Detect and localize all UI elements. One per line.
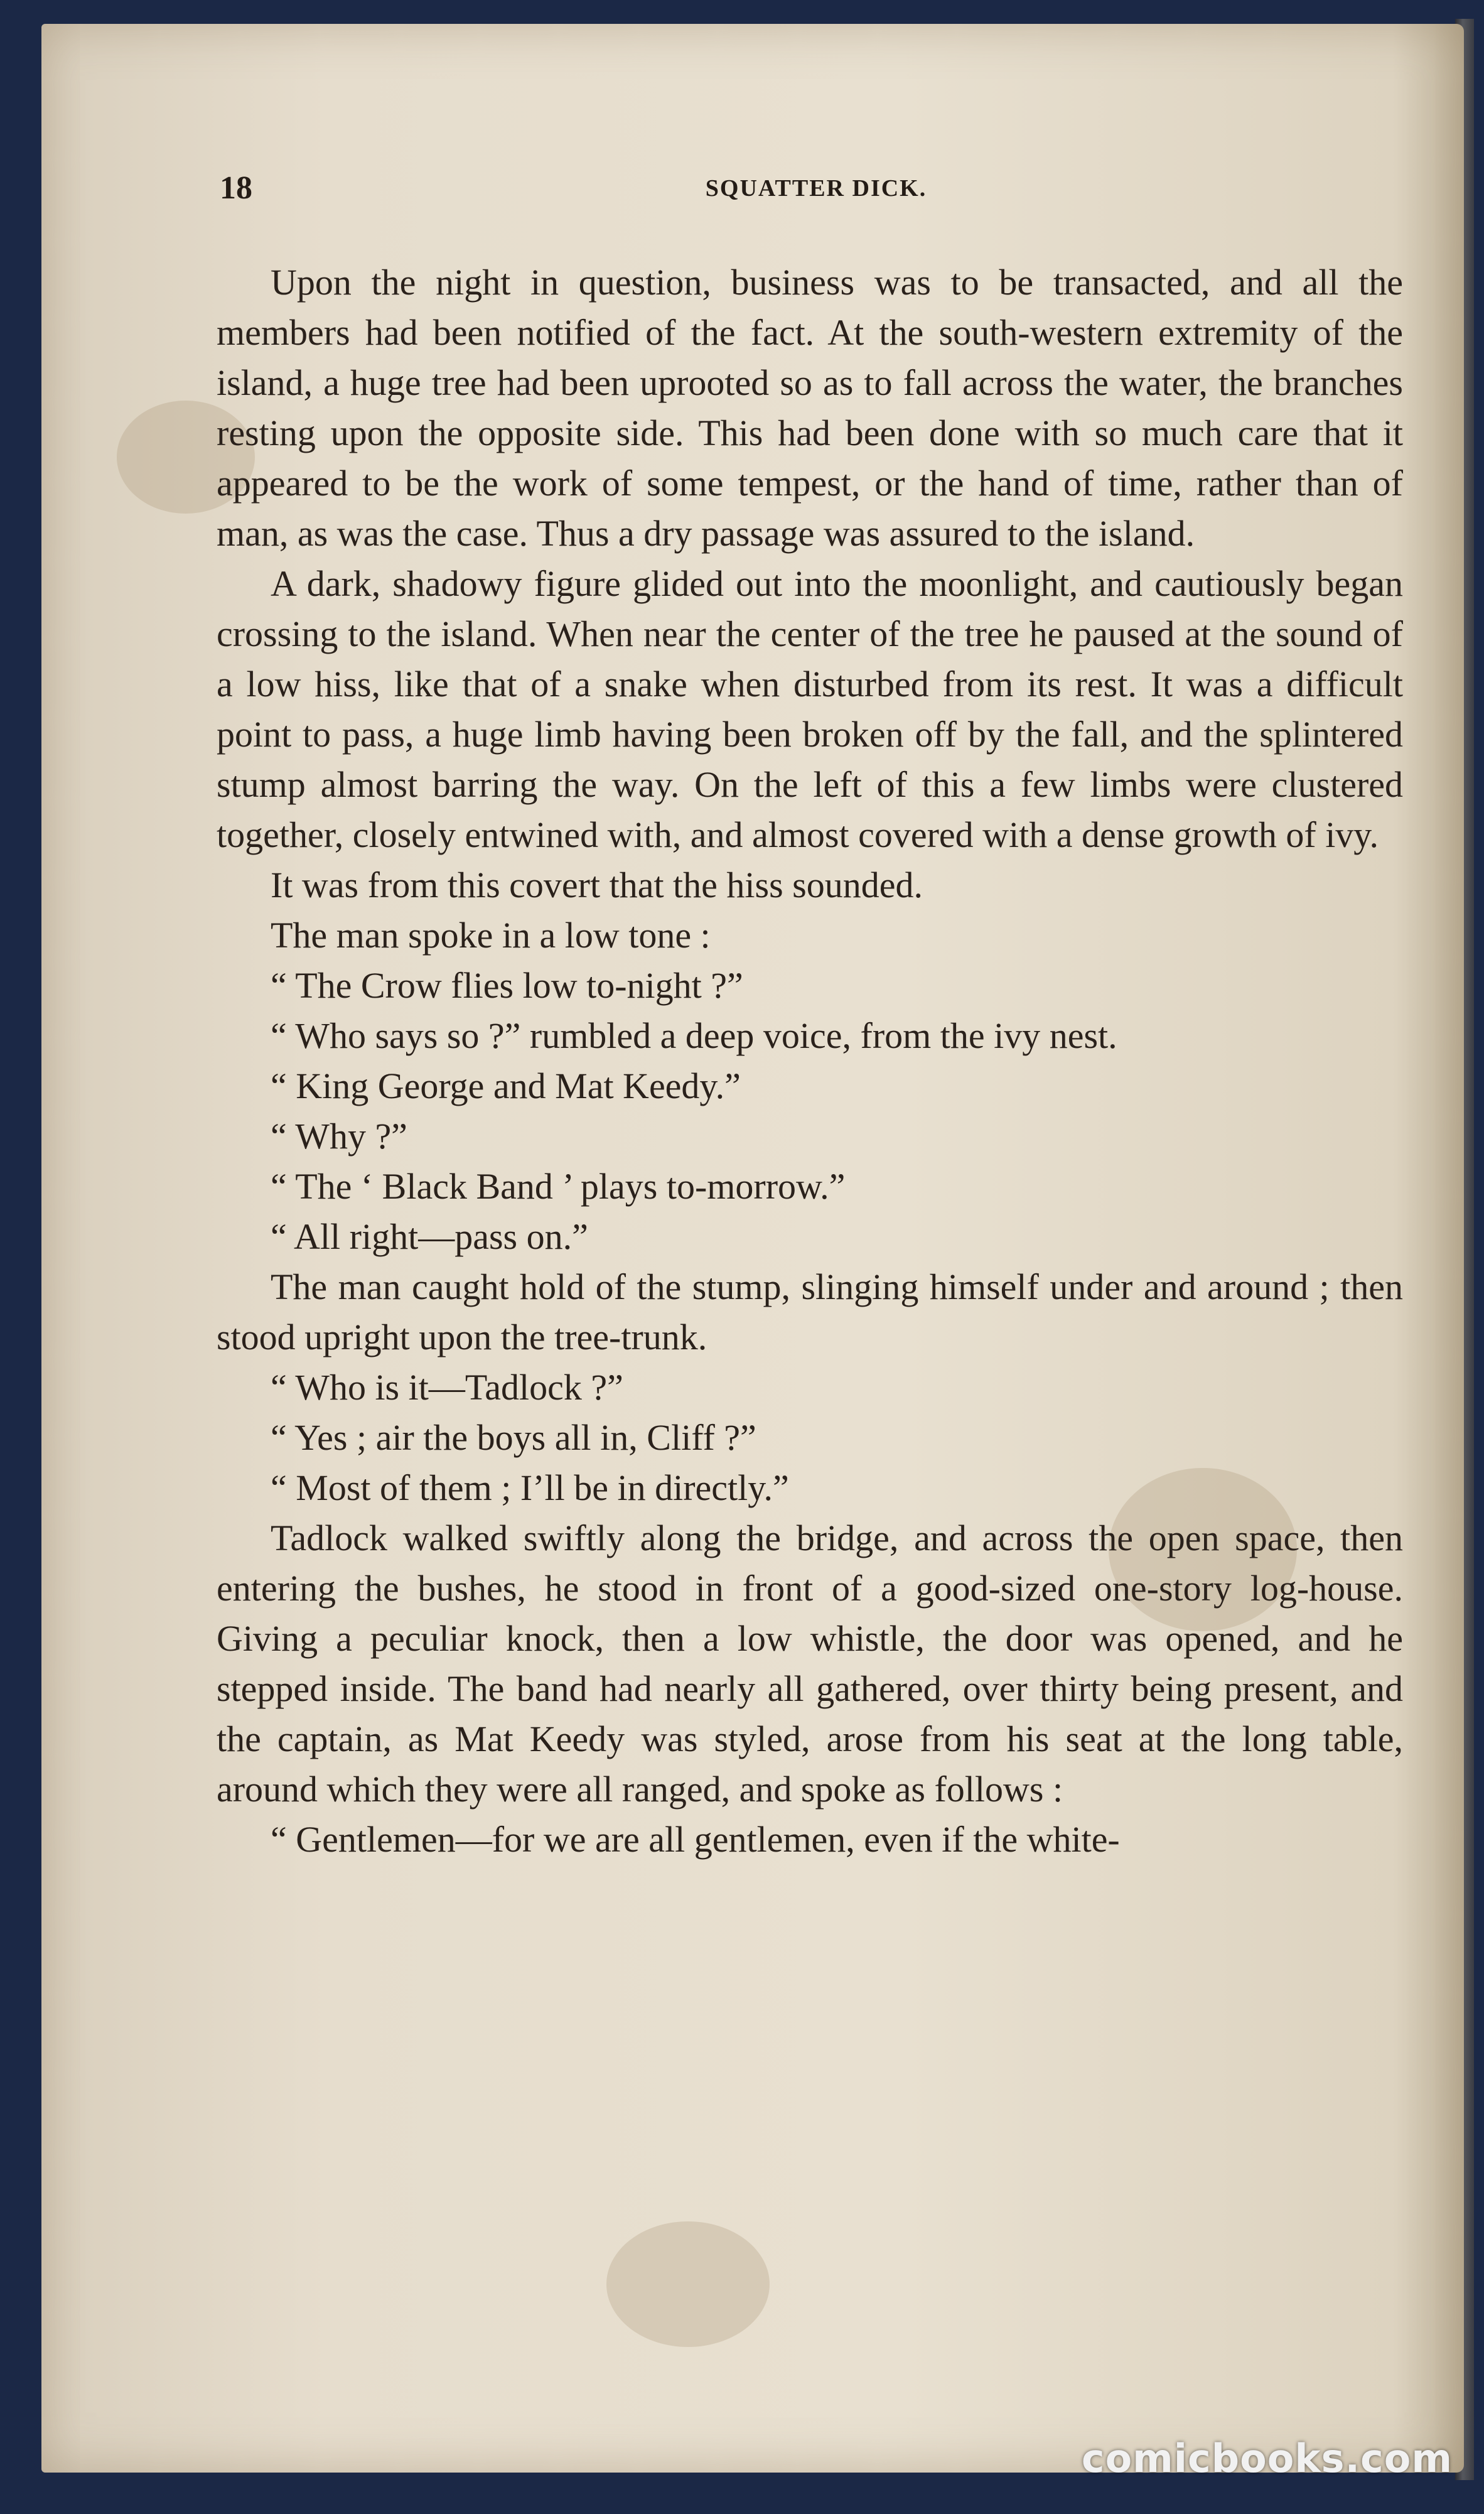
paragraph: A dark, shadowy figure glided out into the moonlight, and cautiously began crossing to the island. When near the center of the tree he paused at the sound of a low hiss, like that of a snake when disturbed from its rest. It was a difficult point to pass, a huge limb having been broken off by the fall, and the splintered stump almost barring the way. On the left of this a few limbs were clustered together, closely entwined with, and almost covered with a dense growth of ivy. [217,563,1403,855]
running-head [220,170,1412,213]
paragraph: “ All right—pass on.” [271,1216,588,1257]
paragraph: “ Gentlemen—for we are all gentlemen, even if the white- [271,1819,1120,1860]
paragraph: “ Most of them ; I’ll be in directly.” [271,1467,789,1508]
paragraph: “ The ‘ Black Band ’ plays to-morrow.” [271,1166,846,1207]
watermark: comicbooks.com [1081,2436,1453,2481]
paper-stain [606,2221,770,2347]
body-text [217,257,1403,1865]
paragraph: “ Who says so ?” rumbled a deep voice, from the ivy nest. [271,1015,1117,1056]
paragraph: The man spoke in a low tone : [271,915,711,956]
paragraph: It was from this covert that the hiss sounded. [271,865,923,905]
paragraph: Upon the night in question, business was to be transacted, and all the members had been notified of the fact. At the south-western extremity of the island, a huge tree had been uprooted so as to fall across the water, the branches resting upon the opposite side. This had been done with so much care that it appeared to be the work of some tempest, or the hand of time, rather than of man, as was the case. Thus a dry passage was assured to the island. [217,262,1403,554]
paragraph: Tadlock walked swiftly along the bridge, and across the open space, then entering the bushes, he stood in front of a good-sized one-story log-house. Giving a peculiar knock, then a low whistle, the door was opened, and he stepped inside. The band had nearly all gathered, over thirty being present, and the captain, as Mat Keedy was styled, arose from his seat at the long table, around which they were all ranged, and spoke as follows : [217,1518,1403,1810]
paragraph: “ Who is it—Tadlock ?” [271,1367,623,1408]
page-number: 18 [220,170,252,206]
paragraph: “ Yes ; air the boys all in, Cliff ?” [271,1417,756,1458]
paragraph: “ The Crow flies low to-night ?” [271,965,743,1006]
paragraph: The man caught hold of the stump, slinging himself under and around ; then stood upright upon the tree-trunk. [217,1266,1403,1357]
paragraph: “ King George and Mat Keedy.” [271,1065,741,1106]
running-title: SQUATTER DICK. [705,175,927,202]
paragraph: “ Why ?” [271,1116,407,1157]
